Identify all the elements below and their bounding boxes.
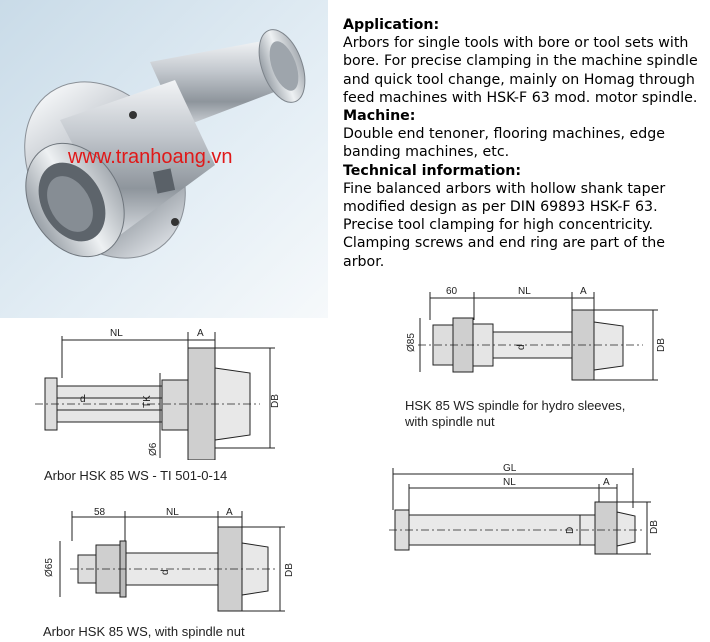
dim-d: d — [160, 569, 171, 575]
dim-db: DB — [656, 338, 667, 352]
spindle-hydro-drawing — [398, 280, 708, 390]
dim-nl: NL — [110, 328, 123, 339]
dim-58: 58 — [94, 507, 106, 518]
dim-a: A — [226, 507, 233, 518]
spindle-hydro-caption-1: HSK 85 WS spindle for hydro sleeves, — [405, 398, 626, 413]
dim-a: A — [580, 286, 587, 297]
arbor-gl-drawing — [385, 460, 705, 560]
technical-heading: Technical information: — [343, 162, 522, 179]
dim-nl: NL — [166, 507, 179, 518]
technical-text: Fine balanced arbors with hollow shank taper modified design as per DIN 69893 HSK-F 63. Precise tool clamping for high concentricity. Clamping screws and end ring are part of the arbor. — [343, 180, 666, 270]
arbor-ti-caption: Arbor HSK 85 WS - TI 501-0-14 — [44, 468, 228, 483]
dim-d: D — [565, 526, 576, 534]
spindle-nut-caption: Arbor HSK 85 WS, with spindle nut — [43, 624, 245, 639]
dim-a: A — [603, 477, 610, 488]
dim-a: A — [197, 328, 204, 339]
dim-phi85: Ø85 — [406, 333, 417, 352]
dim-nl: NL — [503, 477, 516, 488]
dim-tk: TK — [142, 395, 153, 408]
dim-gl: GL — [503, 463, 517, 474]
dim-db: DB — [284, 563, 295, 577]
dim-phi6: Ø6 — [148, 442, 159, 456]
dim-db: DB — [649, 520, 660, 534]
dim-nl: NL — [518, 286, 531, 297]
dim-d: d — [80, 394, 86, 405]
spindle-hydro-caption-2: with spindle nut — [405, 414, 495, 429]
dim-phi65: Ø65 — [44, 558, 55, 577]
dim-60: 60 — [446, 286, 458, 297]
application-text: Arbors for single tools with bore or tool sets with bore. For precise clamping in the machine spindle and quick tool change, mainly on Homag through feed machines with HSK-F 63 mod. motor spindle. — [343, 35, 698, 106]
spindle-hydro-caption — [405, 398, 625, 430]
machine-heading: Machine: — [343, 108, 416, 125]
application-heading: Application: — [343, 17, 440, 33]
dim-d: d — [516, 344, 527, 350]
watermark-text: www.tranhoang.vn — [68, 146, 233, 168]
description-block — [343, 16, 709, 271]
machine-text: Double end tenoner, flooring machines, edge banding machines, etc. — [343, 126, 665, 161]
dim-db: DB — [270, 394, 281, 408]
arbor-ti-drawing — [0, 318, 300, 460]
spindle-nut-drawing — [30, 505, 310, 617]
